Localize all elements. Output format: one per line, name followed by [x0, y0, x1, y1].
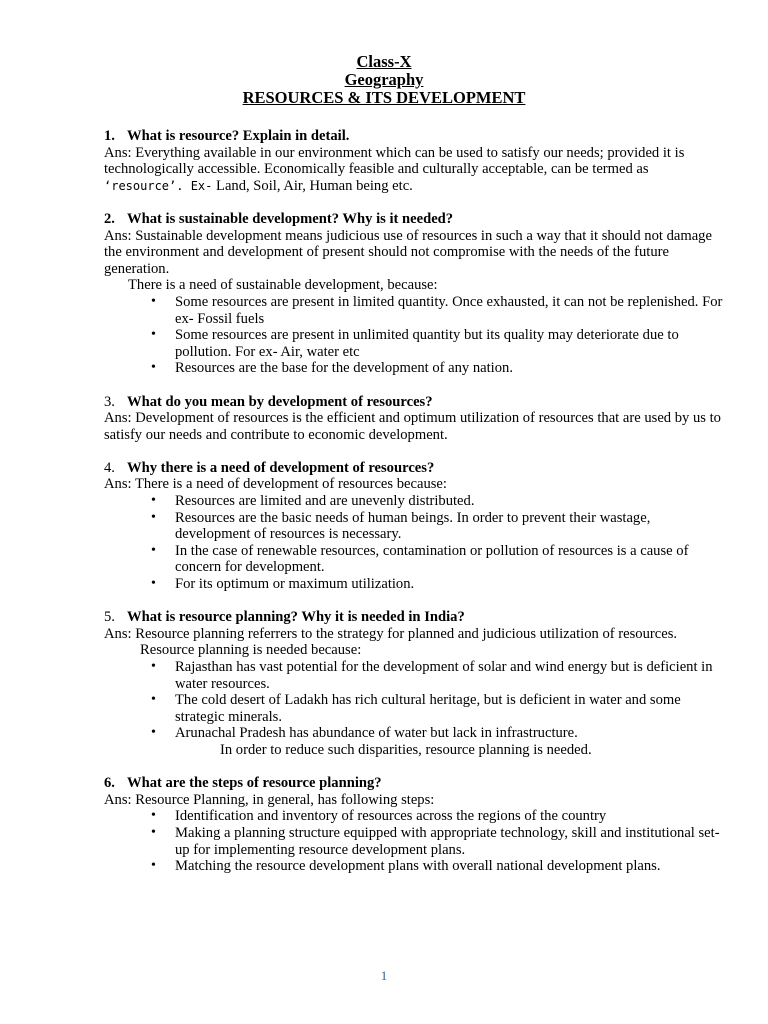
question-2: 2. What is sustainable development? Why is it needed?: [104, 210, 454, 227]
question-6: 6. What are the steps of resource planning?: [104, 775, 382, 792]
list-item: • Arunachal Pradesh has abundance of water but lack in infrastructure.: [175, 725, 726, 742]
list-item: • Rajasthan has vast potential for the development of solar and wind energy but is deficient in water resources.: [175, 659, 726, 692]
list-item: • Making a planning structure equipped with appropriate technology, skill and institutional set-up for implementing resource development plans.: [175, 825, 726, 858]
question-3: 3. What do you mean by development of resources?: [104, 393, 433, 410]
list-item: • In the case of renewable resources, contamination or pollution of resources is a cause of concern for development.: [175, 543, 726, 576]
answer-5: Ans: Resource planning referrers to the strategy for planned and judicious utilization of resources.: [104, 625, 678, 642]
question-block-5: [104, 609, 726, 758]
list-item: • Some resources are present in limited quantity. Once exhausted, it can not be replenished. For ex- Fossil fuels: [175, 294, 726, 327]
answer-6: Ans: Resource Planning, in general, has following steps:: [104, 791, 435, 808]
question-block-6: [104, 775, 726, 875]
page-number: 1: [380, 968, 388, 983]
answer-5-bullets: [104, 659, 726, 742]
chapter-title: RESOURCES & ITS DEVELOPMENT: [242, 88, 526, 107]
answer-1: Ans: Everything available in our environment which can be used to satisfy our needs; provided it is technologically accessible. Economically feasible and culturally acceptable, can be termed as ‘resource’. Ex- Land, Soil, Air, Human being etc.: [104, 144, 685, 194]
list-item: • Resources are the base for the development of any nation.: [175, 360, 726, 377]
list-item: • For its optimum or maximum utilization.: [175, 576, 726, 593]
document-header: [0, 53, 768, 107]
answer-4: Ans: There is a need of development of resources because:: [104, 476, 447, 493]
list-item: • The cold desert of Ladakh has rich cultural heritage, but is deficient in water and some strategic minerals.: [175, 692, 726, 725]
subject-title: Geography: [344, 70, 424, 89]
list-item: • Matching the resource development plans with overall national development plans.: [175, 858, 726, 875]
class-title: Class-X: [356, 52, 412, 71]
question-block-1: [104, 128, 726, 194]
answer-5-conclusion: In order to reduce such disparities, resource planning is needed.: [220, 741, 592, 758]
answer-6-bullets: [104, 808, 726, 874]
document-body: [104, 128, 726, 891]
list-item: • Resources are limited and are unevenly distributed.: [175, 493, 726, 510]
answer-2: Ans: Sustainable development means judicious use of resources in such a way that it should not damage the environment and development of present should not compromise with the needs of the future generation.: [104, 227, 712, 277]
answer-5-intro: Resource planning is needed because:: [140, 642, 362, 659]
list-item: • Identification and inventory of resources across the regions of the country: [175, 808, 726, 825]
list-item: • Some resources are present in unlimited quantity but its quality may deteriorate due to pollution. For ex- Air, water etc: [175, 327, 726, 360]
question-block-3: [104, 394, 726, 444]
question-1: 1. What is resource? Explain in detail.: [104, 128, 350, 144]
answer-3: Ans: Development of resources is the efficient and optimum utilization of resources that are used by us to satisfy our needs and contribute to economic development.: [104, 410, 721, 443]
question-block-4: [104, 460, 726, 593]
question-4: 4. Why there is a need of development of resources?: [104, 459, 435, 476]
answer-2-bullets: [104, 294, 726, 377]
answer-4-bullets: [104, 493, 726, 593]
list-item: • Resources are the basic needs of human beings. In order to prevent their wastage, development of resources is necessary.: [175, 510, 726, 543]
question-5: 5. What is resource planning? Why it is needed in India?: [104, 609, 465, 626]
answer-2-intro: There is a need of sustainable development, because:: [128, 277, 438, 294]
question-block-2: [104, 211, 726, 377]
